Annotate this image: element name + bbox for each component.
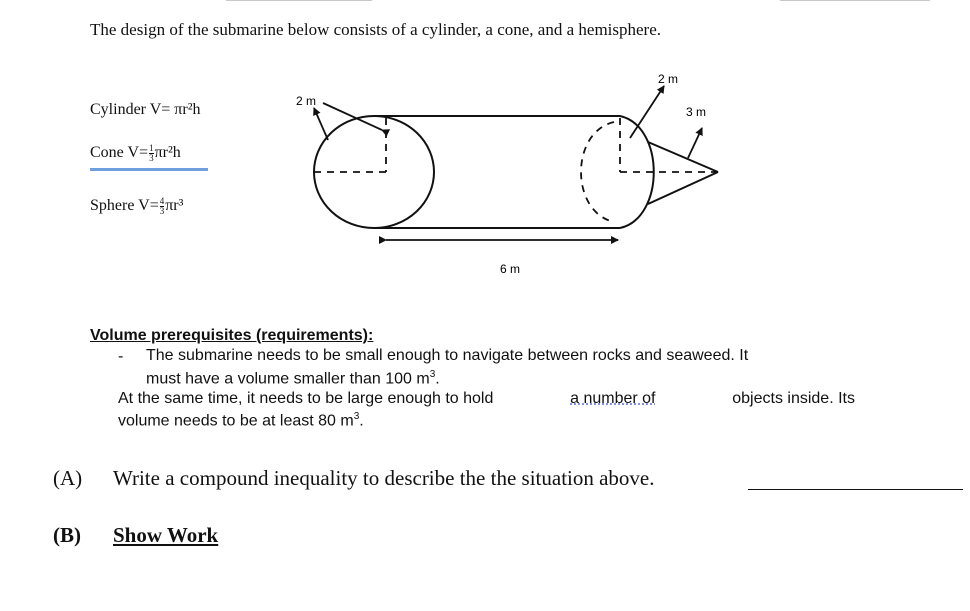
- sphere-formula-prefix: Sphere V=: [90, 197, 159, 215]
- question-a-label: (A): [53, 466, 83, 490]
- left-2m-arrow: [314, 108, 328, 140]
- requirements-line-3: [118, 390, 855, 408]
- requirements-line-2: [146, 369, 440, 388]
- requirements-line-1: The submarine needs to be small enough to navigate between rocks and seaweed. It: [146, 347, 749, 364]
- question-a-text: Write a compound inequality to describe the the situation above.: [113, 466, 655, 490]
- sphere-formula-suffix: πr³: [165, 197, 184, 215]
- requirements-line-4-sup: 3: [353, 411, 360, 422]
- cylinder-formula-text: Cylinder V= πr²h: [90, 101, 201, 118]
- requirements-line-3-end: objects inside. Its: [732, 390, 855, 407]
- question-b-label: (B): [53, 523, 81, 547]
- cone-top-edge: [648, 142, 718, 172]
- requirements-bullet-marker: -: [118, 348, 124, 365]
- requirements-line-3-dotted: a number of: [570, 390, 656, 407]
- requirements-title: Volume prerequisites (requirements):: [90, 327, 374, 344]
- requirements-line-3-start: At the same time, it needs to be large enough to hold: [118, 390, 494, 407]
- cone-bottom-edge: [648, 172, 718, 204]
- right-2m-arrow: [630, 86, 664, 138]
- requirements-line-2-end: .: [435, 370, 440, 388]
- cone-frac-num: 1: [149, 143, 154, 153]
- cone-formula-prefix: Cone V=: [90, 144, 149, 162]
- requirements-line-4-text: volume needs to be at least 80 m: [118, 412, 354, 430]
- requirements-line-4: [118, 411, 364, 430]
- sphere-frac-den: 3: [159, 206, 165, 216]
- label-3m: 3 m: [686, 105, 707, 119]
- label-2m-left: 2 m: [296, 94, 317, 108]
- question-b-text: Show Work: [113, 523, 219, 547]
- question-a-answer-blank: [748, 489, 963, 490]
- label-2m-right: 2 m: [658, 72, 679, 86]
- submarine-diagram: [0, 0, 970, 300]
- label-6m: 6 m: [500, 262, 521, 276]
- requirements-line-2-text: must have a volume smaller than 100 m: [146, 370, 430, 388]
- cone-formula-suffix: πr²h: [154, 144, 181, 162]
- cone-3m-arrow: [688, 128, 702, 158]
- right-hidden-arc: [581, 122, 614, 222]
- intro-text: The design of the submarine below consists of a cylinder, a cone, and a hemisphere.: [90, 20, 662, 39]
- requirements-line-4-end: .: [359, 412, 364, 430]
- cone-frac-den: 3: [149, 153, 154, 163]
- requirements-line-2-sup: 3: [429, 369, 436, 380]
- sphere-frac-num: 4: [159, 196, 165, 206]
